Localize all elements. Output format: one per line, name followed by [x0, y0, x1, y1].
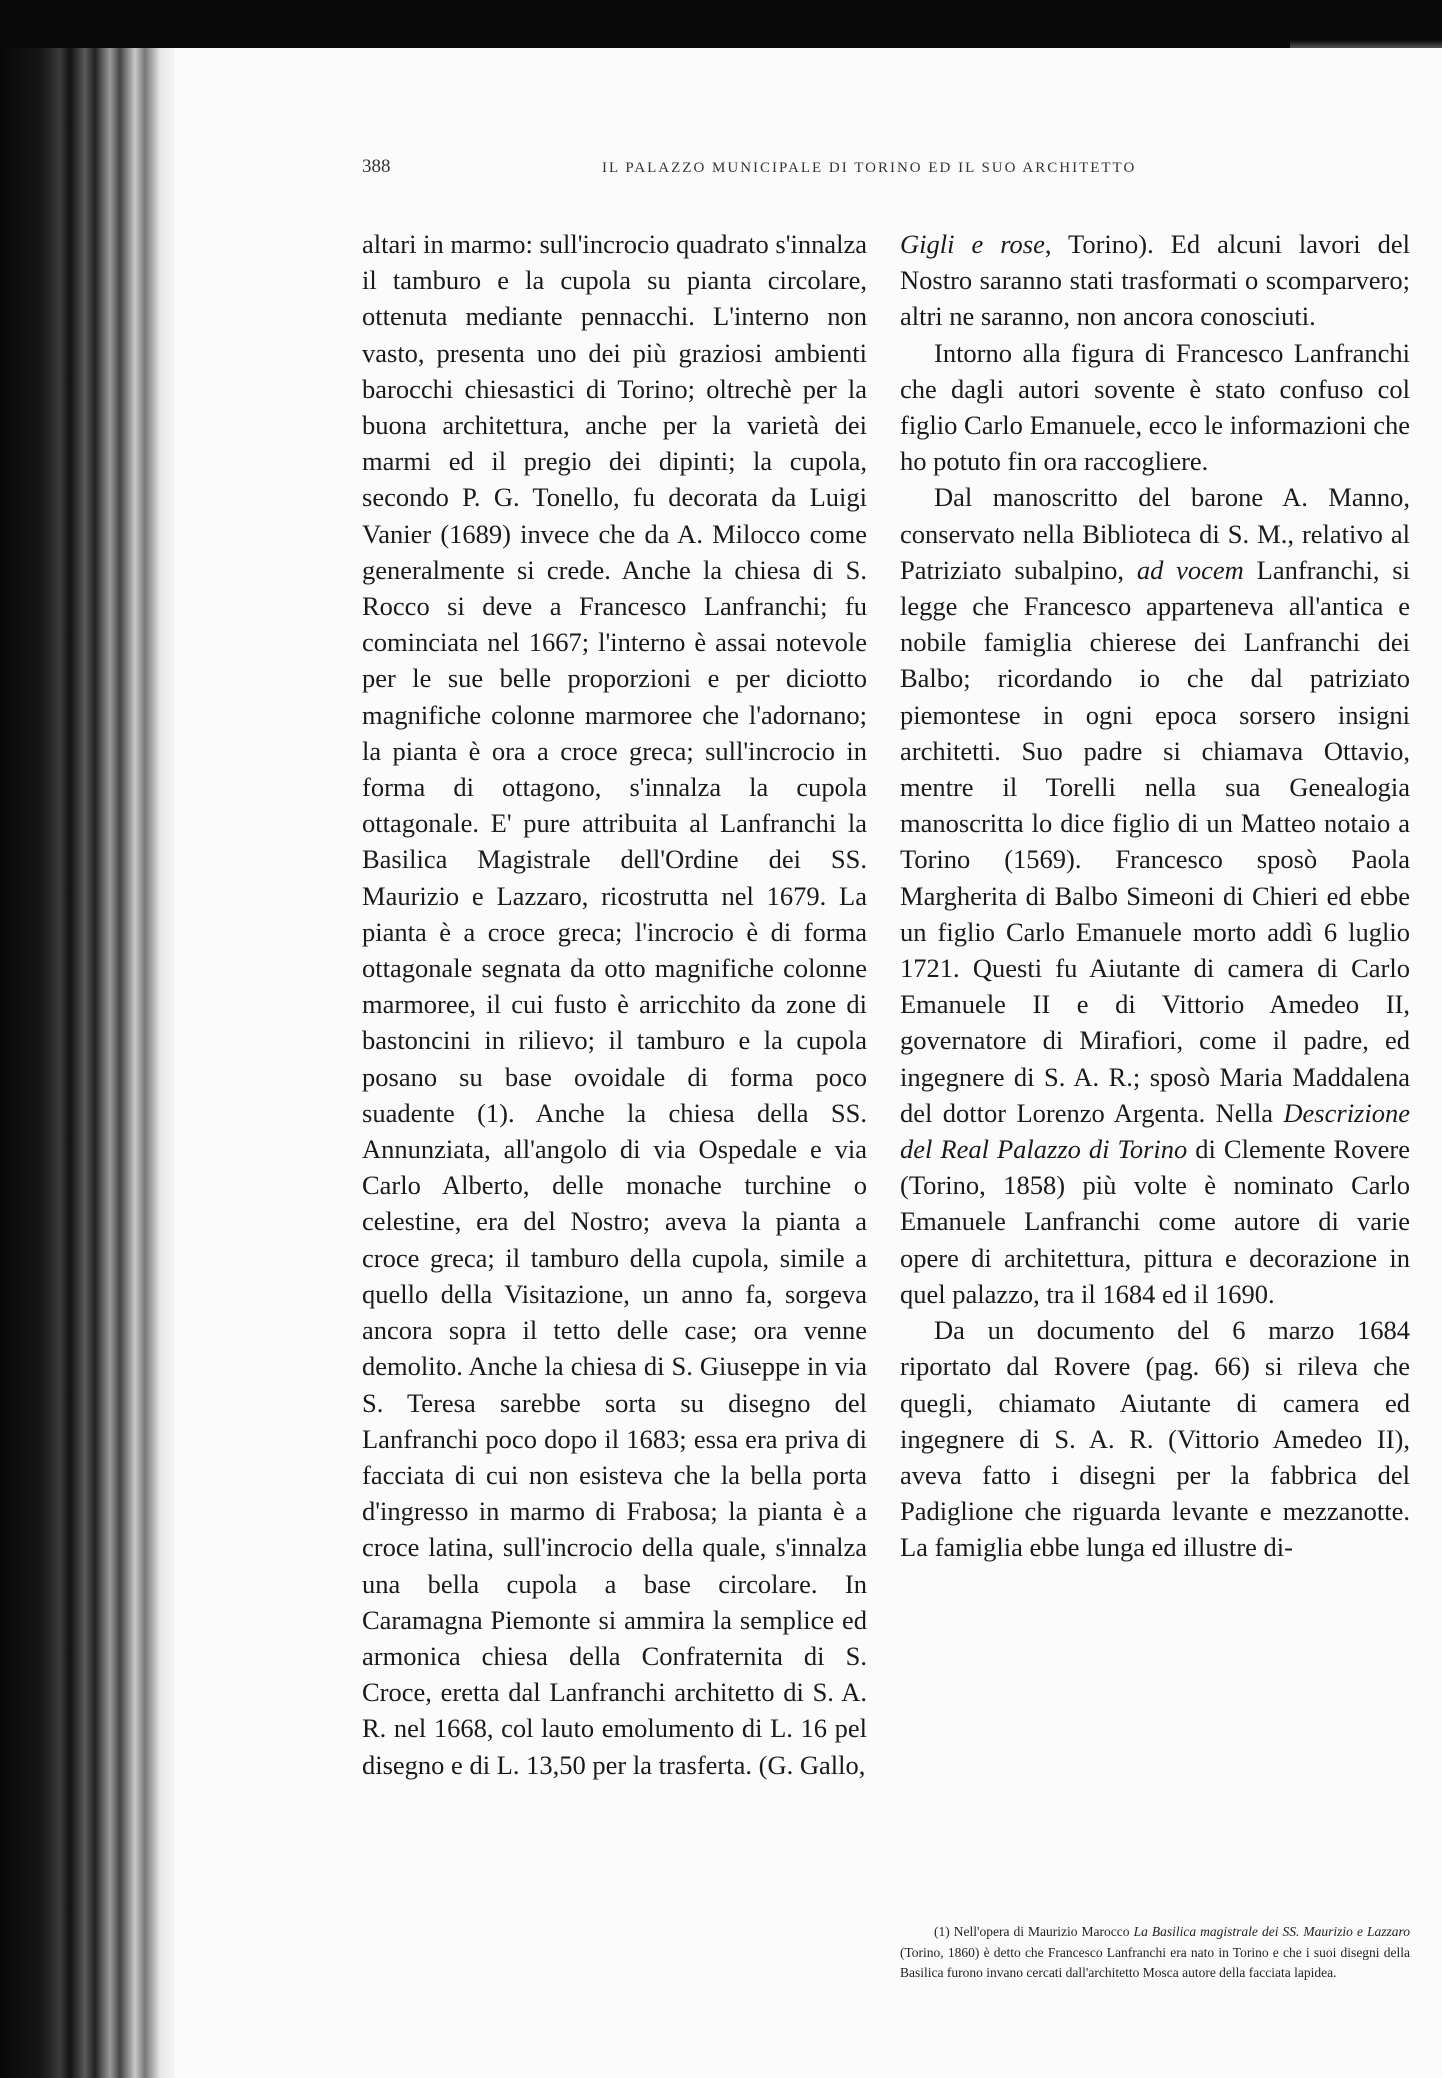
italic-descrizione-title: Descrizione del Real Palazzo di Torino [900, 1097, 1410, 1165]
paragraph-4: Da un documento del 6 marzo 1684 riportato dal Rovere (pag. 66) si rileva che quegli, chiamato Aiutante di camera ed ingegnere di S. A. R. (Vittorio Amedeo II), aveva fatto i disegni per la fabbrica del Padiglione che riguarda levante e mezzanotte. La famiglia ebbe lunga ed illustre di- [900, 1315, 1410, 1563]
page-number: 388 [362, 156, 391, 177]
paragraph-3-text-a: Dal manoscritto del barone A. Manno, conservato nella Biblioteca di S. M., relativo al Patriziato subalpino, [900, 482, 1410, 585]
italic-title-gigli-e-rose: Gigli e rose [900, 229, 1045, 259]
paragraph-3-text-b: Lanfranchi, si legge che Francesco apparteneva all'antica e nobile famiglia chierese dei Lanfranchi dei Balbo; ricordando io che dal patriziato piemontese in ogni epoca sorsero insigni architetti. Suo padre si chiamava Ottavio, mentre il Torelli nella sua Genealogia manoscritta lo dice figlio di un Matteo notaio a Torino (1569). Francesco sposò Paola Margherita di Balbo Simeoni di Chieri ed ebbe un figlio Carlo Emanuele morto addì 6 luglio 1721. Questi fu Aiutante di camera di Carlo Emanuele II e di Vittorio Amedeo II, governatore di Mirafiori, come il padre, ed ingegnere di S. A. R.; sposò Maria Maddalena del dottor Lorenzo Argenta. Nella [900, 554, 1410, 1128]
running-header [362, 156, 1442, 184]
paragraph-2: Intorno alla figura di Francesco Lanfranchi che dagli autori sovente è stato confuso col figlio Carlo Emanuele, ecco le informazioni che ho potuto fin ora raccogliere. [900, 337, 1410, 477]
left-column [362, 226, 867, 1783]
italic-ad-vocem: ad vocem [1136, 554, 1244, 585]
paragraph-1 [900, 226, 1410, 335]
footnote [900, 1922, 1410, 1984]
paragraph-3-text-c: di Clemente Rovere (Torino, 1858) più volte è nominato Carlo Emanuele Lanfranchi come autore di varie opere di architettura, pittura e decorazione in quel palazzo, tra il 1684 ed il 1690. [900, 1134, 1410, 1309]
footnote-text-b: (Torino, 1860) è detto che Francesco Lanfranchi era nato in Torino e che i suoi disegni della Basilica furono invano cercati dall'architetto Mosca autore della facciata lapidea. [900, 1944, 1410, 1981]
book-spine-edge [0, 0, 175, 2078]
paragraph-1-text: , Torino). Ed alcuni lavori del Nostro saranno stati trasformati o scomparvero; altri ne saranno, non ancora conosciuti. [900, 229, 1410, 332]
scan-top-border [0, 0, 1442, 48]
right-column [900, 226, 1410, 1566]
left-column-text: altari in marmo: sull'incrocio quadrato s'innalza il tamburo e la cupola su pianta circolare, ottenuta mediante pennacchi. L'interno non vasto, presenta uno dei più graziosi ambienti barocchi chiesastici di Torino; oltrechè per la buona architettura, anche per la varietà dei marmi ed il pregio dei dipinti; la cupola, secondo P. G. Tonello, fu decorata da Luigi Vanier (1689) invece che da A. Milocco come generalmente si crede. Anche la chiesa di S. Rocco si deve a Francesco Lanfranchi; fu cominciata nel 1667; l'interno è assai notevole per le sue belle proporzioni e per diciotto magnifiche colonne marmoree che l'adornano; la pianta è ora a croce greca; sull'incrocio in forma di ottagono, s'innalza la cupola ottagonale. E' pure attribuita al Lanfranchi la Basilica Magistrale dell'Ordine dei SS. Maurizio e Lazzaro, ricostrutta nel 1679. La pianta è a croce greca; l'incrocio è di forma ottagonale segnata da otto magnifiche colonne marmoree, il cui fusto è arricchito da zone di bastoncini in rilievo; il tamburo e la cupola posano su base ovoidale di forma poco suadente (1). Anche la chiesa della SS. Annunziata, all'angolo di via Ospedale e via Carlo Alberto, delle monache turchine o celestine, era del Nostro; aveva la pianta a croce greca; il tamburo della cupola, simile a quello della Visitazione, un anno fa, sorgeva ancora sopra il tetto delle case; ora venne demolito. Anche la chiesa di S. Giuseppe in via S. Teresa sarebbe sorta su disegno del Lanfranchi poco dopo il 1683; essa era priva di facciata di cui non esisteva che la bella porta d'ingresso in marmo di Frabosa; la pianta è a croce latina, sull'incrocio della quale, s'innalza una bella cupola a base circolare. In Caramagna Piemonte si ammira la semplice ed armonica chiesa della Confraternita di S. Croce, eretta dal Lanfranchi architetto di S. A. R. nel 1668, col lauto emolumento di L. 16 pel disegno e di L. 13,50 per la trasferta. (G. Gallo, [362, 229, 867, 1780]
paragraph-3 [900, 479, 1410, 1312]
footnote-text-a: (1) Nell'opera di Maurizio Marocco [934, 1924, 1134, 1939]
running-title: IL PALAZZO MUNICIPALE DI TORINO ED IL SUO ARCHITETTO [602, 160, 1137, 176]
footnote-italic-title: La Basilica magistrale dei SS. Maurizio e Lazzaro [1133, 1924, 1411, 1939]
